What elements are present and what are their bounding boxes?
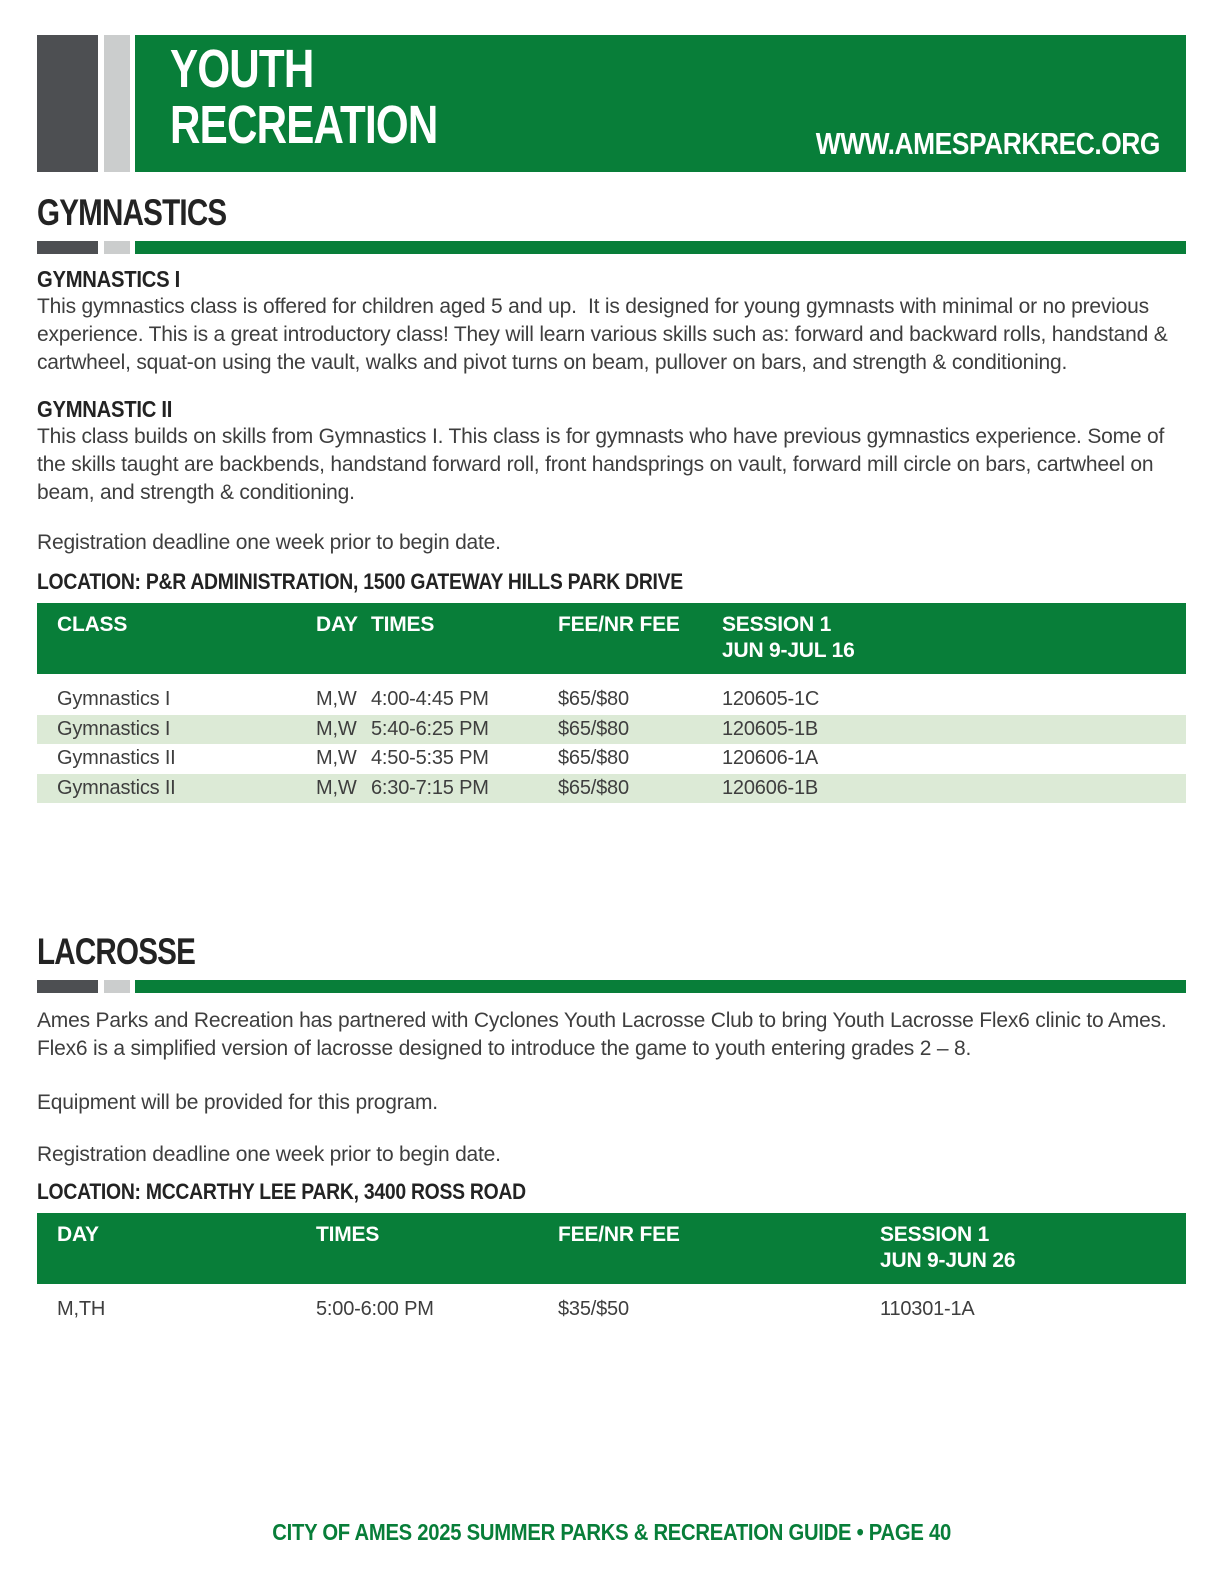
page-title-line2: RECREATION xyxy=(170,95,438,155)
brand-dark-block xyxy=(37,35,98,172)
divider-light-segment xyxy=(104,241,130,254)
gymnastics-2-description: This class builds on skills from Gymnastics I. This class is for gymnasts who have previous gymnastics experience. Some of the skills taught are backbends, handstand forward roll, front handsprings on vault, forward mill circle on bars, cartwheel on beam, and strength & conditioning. xyxy=(37,425,1170,504)
lacrosse-equipment-note: Equipment will be provided for this program. xyxy=(37,1091,438,1114)
cell-fee: $65/$80 xyxy=(558,717,629,740)
gymnastics-2-heading: GYMNASTIC II xyxy=(37,396,173,422)
cell-times: 4:50-5:35 PM xyxy=(371,747,489,770)
table-row xyxy=(37,774,1186,804)
cell-class: Gymnastics I xyxy=(57,688,171,711)
cell-day: M,W xyxy=(316,747,357,770)
column-header-day: DAY xyxy=(316,613,358,636)
table-body xyxy=(37,685,1186,803)
cell-class: Gymnastics II xyxy=(57,776,176,799)
cell-session: 120605-1C xyxy=(722,688,820,711)
column-header-session: SESSION 1 JUN 9-JUN 26 xyxy=(880,1223,1016,1272)
cell-fee: $65/$80 xyxy=(558,747,629,770)
gymnastics-schedule-table xyxy=(37,603,1186,803)
section-divider-bar xyxy=(37,241,1186,254)
footer-text: CITY OF AMES 2025 SUMMER PARKS & RECREATION GUIDE • PAGE 40 xyxy=(272,1519,952,1545)
brand-light-stripe xyxy=(104,35,130,172)
lacrosse-registration-note: Registration deadline one week prior to begin date. xyxy=(37,1143,501,1166)
table-body xyxy=(37,1295,1186,1325)
page-footer xyxy=(0,1519,1224,1546)
gymnastics-1-heading: GYMNASTICS I xyxy=(37,266,181,292)
cell-times: 5:40-6:25 PM xyxy=(371,717,489,740)
cell-fee: $65/$80 xyxy=(558,776,629,799)
masthead xyxy=(37,35,1186,172)
cell-session: 120605-1B xyxy=(722,717,819,740)
cell-times: 6:30-7:15 PM xyxy=(371,776,489,799)
lacrosse-section-title: LACROSSE xyxy=(37,931,196,972)
cell-day: M,W xyxy=(316,776,357,799)
table-row xyxy=(37,715,1186,745)
website-url: WWW.AMESPARKREC.ORG xyxy=(815,126,1160,161)
page-title-line1: YOUTH xyxy=(170,39,314,99)
cell-fee: $35/$50 xyxy=(558,1298,629,1321)
cell-fee: $65/$80 xyxy=(558,688,629,711)
cell-day: M,W xyxy=(316,688,357,711)
cell-day: M,W xyxy=(316,717,357,740)
table-row xyxy=(37,1295,1186,1325)
gymnastics-location: LOCATION: P&R ADMINISTRATION, 1500 GATEWAY HILLS PARK DRIVE xyxy=(37,569,683,594)
column-header-day: DAY xyxy=(57,1223,99,1246)
divider-light-segment xyxy=(104,980,130,993)
cell-times: 4:00-4:45 PM xyxy=(371,688,489,711)
gymnastics-section-title: GYMNASTICS xyxy=(37,192,227,233)
cell-session: 120606-1A xyxy=(722,747,819,770)
lacrosse-location: LOCATION: MCCARTHY LEE PARK, 3400 ROSS ROAD xyxy=(37,1179,526,1204)
lacrosse-description: Ames Parks and Recreation has partnered with Cyclones Youth Lacrosse Club to bring Youth Lacrosse Flex6 clinic to Ames. Flex6 is a simplified version of lacrosse designed to introduce the game to youth entering grades 2 – 8. xyxy=(37,1009,1178,1060)
table-header-row xyxy=(37,603,1186,674)
cell-session: 120606-1B xyxy=(722,776,819,799)
table-row xyxy=(37,685,1186,715)
divider-dark-segment xyxy=(37,241,98,254)
masthead-banner xyxy=(135,35,1186,172)
cell-class: Gymnastics II xyxy=(57,747,176,770)
column-header-times: TIMES xyxy=(371,613,435,636)
lacrosse-schedule-table xyxy=(37,1213,1186,1325)
section-divider-bar xyxy=(37,980,1186,993)
cell-day: M,TH xyxy=(57,1298,106,1321)
table-row xyxy=(37,744,1186,774)
gymnastics-registration-note: Registration deadline one week prior to begin date. xyxy=(37,531,501,554)
divider-dark-segment xyxy=(37,980,98,993)
gymnastics-1-description: This gymnastics class is offered for children aged 5 and up. It is designed for young gymnasts with minimal or no previous experience. This is a great introductory class! They will learn various skills such as: forward and backward rolls, handstand & cartwheel, squat-on using the vault, walks and pivot turns on beam, pullover on bars, and strength & conditioning. xyxy=(37,295,1174,374)
column-header-class: CLASS xyxy=(57,613,128,636)
divider-green-segment xyxy=(135,980,1186,993)
column-header-session: SESSION 1 JUN 9-JUL 16 xyxy=(722,613,855,662)
lacrosse-section xyxy=(37,933,1186,1325)
page-title xyxy=(170,41,438,172)
gymnastics-section xyxy=(37,194,1186,803)
cell-times: 5:00-6:00 PM xyxy=(316,1298,434,1321)
table-header-row xyxy=(37,1213,1186,1284)
cell-session: 110301-1A xyxy=(880,1298,975,1321)
column-header-fee: FEE/NR FEE xyxy=(558,1223,680,1246)
cell-class: Gymnastics I xyxy=(57,717,171,740)
column-header-times: TIMES xyxy=(316,1223,380,1246)
column-header-fee: FEE/NR FEE xyxy=(558,613,680,636)
divider-green-segment xyxy=(135,241,1186,254)
